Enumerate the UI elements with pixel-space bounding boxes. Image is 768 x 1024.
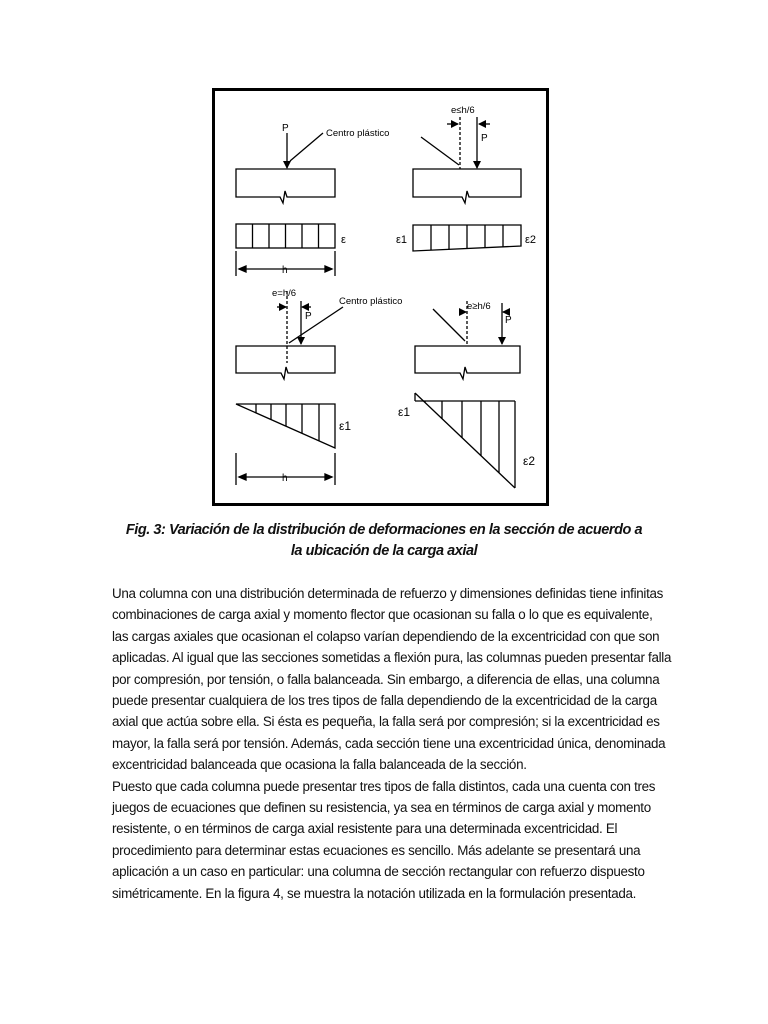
label-p: P <box>305 311 312 322</box>
column-section <box>415 346 520 379</box>
leader-line <box>421 137 459 165</box>
column-section <box>236 169 335 203</box>
paragraph-2: Puesto que cada columna puede presentar tres tipos de falla distintos, cada una cuenta con tres juegos de ecuaciones que definen su resistencia, ya sea en términos de carga axial y momento resistente, o en términos de carga axial resistente para una determinada excentricidad. El procedimiento para determinar estas ecuaciones es sencillo. Más adelante se presentará una aplicación a un caso en particular: una columna de sección rectangular con refuerzo dispuesto simétricamente. En la figura 4, se muestra la notación utilizada en la formulación presentada. <box>112 778 656 901</box>
label-h: h <box>282 265 288 276</box>
label-p: P <box>505 315 512 326</box>
body-text <box>112 583 672 904</box>
panel-small-eccentricity <box>413 117 521 251</box>
column-section <box>413 169 521 203</box>
label-epsilon-2: ε2 <box>525 234 537 246</box>
label-epsilon-1: ε1 <box>398 405 411 419</box>
label-p: P <box>282 123 289 134</box>
caption-line-2: la ubicación de la carga axial <box>290 543 478 559</box>
panel-balanced-eccentricity <box>236 291 343 485</box>
leader-line <box>289 307 343 343</box>
panel-large-eccentricity <box>415 301 520 488</box>
label-epsilon: ε <box>341 234 346 246</box>
strain-distribution-diagram <box>215 91 546 503</box>
label-epsilon-1: ε1 <box>339 419 352 433</box>
label-epsilon-2: ε2 <box>523 454 536 468</box>
label-centro-plastico: Centro plástico <box>339 296 403 307</box>
label-p: P <box>481 133 488 144</box>
figure-caption <box>100 520 668 562</box>
panel-concentric-load <box>236 133 335 276</box>
label-centro-plastico: Centro plástico <box>326 128 390 139</box>
strain-line <box>415 393 515 488</box>
label-e-le-h6: e≤h/6 <box>451 105 475 116</box>
strain-hatch <box>253 224 319 248</box>
strain-hatch <box>431 225 503 250</box>
paragraph-1: Una columna con una distribución determinada de refuerzo y dimensiones definidas tiene infinitas combinaciones de carga axial y momento flector que ocasionan su falla o lo que es equivalente, las cargas axiales que ocasionan el colapso varían dependiendo de la excentricidad con que son aplicadas. Al igual que las secciones sometidas a flexión pura, las columnas pueden presentar falla por compresión, por tensión, o falla balanceada. Sin embargo, a diferencia de ellas, una columna puede presentar cualquiera de los tres tipos de falla dependiendo de la excentricidad de la carga axial que actúa sobre ella. Si ésta es pequeña, la falla será por compresión; si la excentricidad es mayor, la falla será por tensión. Además, cada sección tiene una excentricidad única, denominada excentricidad balanceada que ocasiona la falla balanceada de la sección. <box>112 586 672 773</box>
figure-frame <box>212 88 549 506</box>
label-epsilon-1: ε1 <box>396 234 408 246</box>
label-e-eq-h6: e=h/6 <box>272 288 297 299</box>
caption-line-1: Fig. 3: Variación de la distribución de deformaciones en la sección de acuerdo a <box>125 522 643 538</box>
leader-line <box>433 309 465 341</box>
label-h: h <box>282 473 288 484</box>
strain-hatch <box>256 404 319 441</box>
label-e-ge-h6: e≥h/6 <box>467 301 491 312</box>
column-section <box>236 346 335 379</box>
leader-line <box>290 133 323 161</box>
